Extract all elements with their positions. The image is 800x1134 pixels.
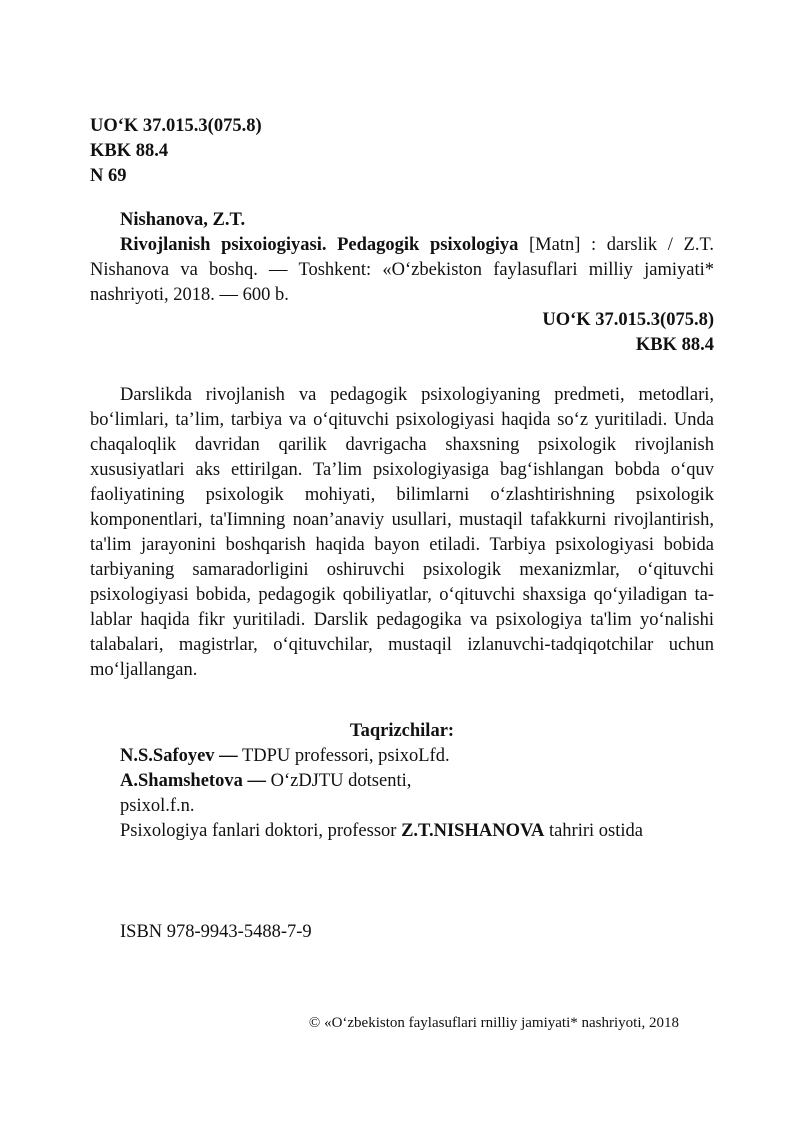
entry-author: Nishanova, Z.T. [120,210,246,230]
reviewer-line [90,769,714,794]
entry-description [90,233,714,308]
bibliographic-entry [90,208,714,358]
copyright-notice: © «O‘zbekiston faylasuflari rnilliy jamiyati* nashriyoti, 2018 [308,1015,679,1031]
abstract [90,383,714,683]
reviewer-role: TDPU professori, psixoLfd. [237,746,450,766]
isbn: ISBN 978-9943-5488-7-9 [120,922,312,942]
reviewer-line [90,744,714,769]
kbk-code: KBK 88.4 [90,141,169,161]
entry-kbk-right: KBK 88.4 [635,335,714,355]
reviewer-name: N.S.Safoyev — [120,746,238,766]
editor-line [90,819,714,844]
udk-code: UO‘K 37.015.3(075.8) [90,116,262,136]
reviewer-role: O‘zDJTU dotsenti, [265,771,412,791]
abstract-text: Darslikda rivojlanish va pedagogik psixologiyaning predmeti, metodlari, bo‘limlari, ta’lim, tarbiya va o‘qituvchi psixologiyasi haqida so‘z yuritiladi. Unda chaqaloqlik davridan qarilik davrigacha shaxsning psixologik rivojlanish xususiyatlari aks ettirilgan. Ta’lim psixologiyasiga bag‘ishlangan bobda o‘quv faoliyatining psixologik mohiyati, bilimlarni o‘zlashtirishning psixologik komponentlari, ta'Iimning noan’anaviy usullari, mustaqil tafakkurni rivojlantirish, ta'lim jarayonini boshqarish haqida bayon etiladi. Tarbiya psixologiyasi bobida tarbiyaning samaradorligini oshiruvchi psixologik mexanizmlar, o‘qituvchi psixologiyasi bobida, pedagogik qobiliyatlar, o‘qituvchi shaxsiga qo‘yiladigan talablar haqida fikr yuritiladi. Darslik pedagogika va psixologiya ta'lim yo‘nalishi talabalari, magistrlar, o‘qituvchilar, mustaqil izlanuvchi-tadqiqotchilar uchun mo‘ljallangan. [90,385,714,680]
entry-title: Rivojlanish psixoiogiyasi. Pedagogik psixologiya [120,235,519,255]
classification-codes [90,114,262,189]
editor-prefix: Psixologiya fanlari doktori, professor [120,821,402,841]
reviewer-name: A.Shamshetova — [120,771,266,791]
entry-udk-right: UO‘K 37.015.3(075.8) [542,310,714,330]
author-mark: N 69 [90,166,127,186]
reviewers-section [90,719,714,844]
entry-description-start: [Matn] : darslik / [518,235,673,255]
entry-description-rest: Z.T. Nishanova va boshq. — Toshkent: «O‘zbekiston faylasuflari milliy jamiyati* nashriyoti, 2018. — 600 b. [90,235,714,305]
editor-suffix: tahriri ostida [544,821,643,841]
editor-name: Z.T.NISHANOVA [401,821,545,841]
reviewer-degree: psixol.f.n. [120,796,195,816]
reviewers-heading: Taqrizchilar: [349,721,455,741]
